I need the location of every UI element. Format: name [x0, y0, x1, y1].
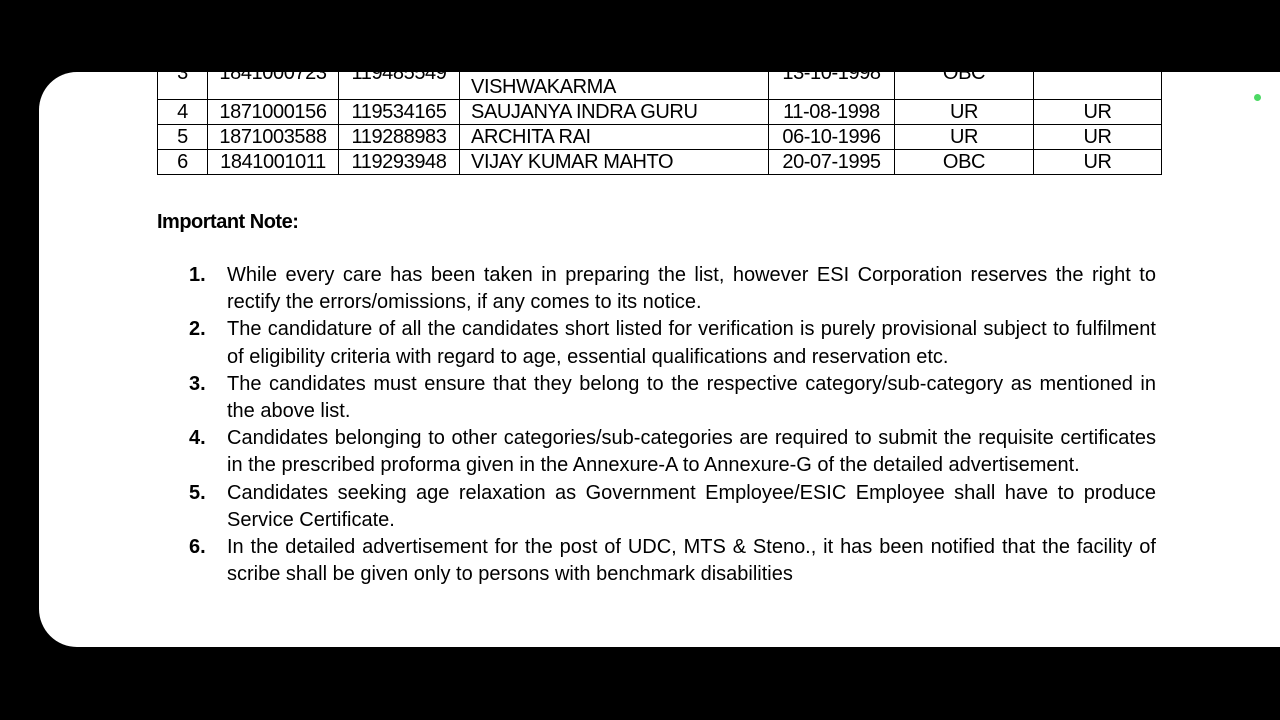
list-item: [189, 534, 1156, 588]
cell-name: ARCHITA RAI: [460, 125, 769, 150]
cell-roll-no: 1871003588: [208, 125, 339, 150]
cell-considered-category: UR: [1034, 150, 1162, 175]
name-line-2: VISHWAKARMA: [471, 76, 616, 98]
item-number: 5.: [189, 481, 206, 504]
cell-category: UR: [895, 125, 1034, 150]
cell-registration-no: 119485549: [339, 47, 460, 100]
cell-category: OBC: [895, 150, 1034, 175]
cell-sno: 6: [158, 150, 208, 175]
item-number: 6.: [189, 536, 206, 559]
item-number: 1.: [189, 264, 206, 286]
considered-text: UR: [1083, 36, 1112, 58]
cell-sno: 5: [158, 125, 208, 150]
cell-sno: 3: [158, 47, 208, 100]
table-row: [158, 150, 1162, 175]
cell-considered-category: UR: [1034, 100, 1162, 125]
list-item: [189, 371, 1156, 425]
cell-name: [460, 47, 769, 100]
cell-registration-no: 119534165: [339, 100, 460, 125]
cell-registration-no: 119293948: [339, 150, 460, 175]
cell-roll-no: 1871000156: [208, 100, 339, 125]
cell-name: VIJAY KUMAR MAHTO: [460, 150, 769, 175]
item-number: 4.: [189, 427, 206, 450]
cell-dob: 20-07-1995: [769, 150, 895, 175]
cell-category: UR: [895, 100, 1034, 125]
cell-roll-no: 1841000723: [208, 47, 339, 100]
list-item: [189, 262, 1156, 316]
table-row: [158, 47, 1162, 100]
item-text: Candidates seeking age relaxation as Government Employee/ESIC Employee shall have to produce Service Certificate.: [227, 481, 1156, 531]
cell-considered-category: [1034, 36, 1162, 100]
candidates-table: [157, 36, 1162, 175]
item-text: The candidates must ensure that they belong to the respective category/sub-category as mentioned in the above list.: [227, 372, 1156, 423]
item-text: The candidature of all the candidates short listed for verification is purely provisional subject to fulfilment of eligibility criteria with regard to age, essential qualifications and reservation etc.: [227, 318, 1156, 368]
cell-considered-category: UR: [1034, 125, 1162, 150]
notes-list: [189, 262, 1156, 588]
status-dot-icon: [1254, 94, 1261, 101]
item-number: 3.: [189, 372, 206, 395]
list-item: [189, 480, 1156, 534]
cell-registration-no: 119288983: [339, 125, 460, 150]
important-note-heading: Important Note:: [157, 211, 299, 233]
list-item: [189, 425, 1156, 479]
item-text: Candidates belonging to other categories/sub-categories are required to submit the requisite certificates in the prescribed proforma given in the Annexure-A to Annexure-G of the detailed advertisement.: [227, 427, 1156, 477]
item-text: While every care has been taken in preparing the list, however ESI Corporation reserves the right to rectify the errors/omissions, if any comes to its notice.: [227, 264, 1156, 314]
list-item: [189, 316, 1156, 370]
name-line-1: VISHAL KUMAR: [471, 52, 615, 74]
cell-sno: 4: [158, 100, 208, 125]
cell-category: OBC: [895, 47, 1034, 100]
cell-name: SAUJANYA INDRA GURU: [460, 100, 769, 125]
item-text: In the detailed advertisement for the post of UDC, MTS & Steno., it has been notified that the facility of scribe shall be given only to persons with benchmark disabilities: [227, 536, 1156, 586]
document-page[interactable]: [39, 36, 1280, 647]
cell-dob: 13-10-1998: [769, 47, 895, 100]
cell-dob: 06-10-1996: [769, 125, 895, 150]
table-row: [158, 125, 1162, 150]
cell-dob: 11-08-1998: [769, 100, 895, 125]
table-row: [158, 100, 1162, 125]
item-number: 2.: [189, 318, 206, 341]
cell-roll-no: 1841001011: [208, 150, 339, 175]
